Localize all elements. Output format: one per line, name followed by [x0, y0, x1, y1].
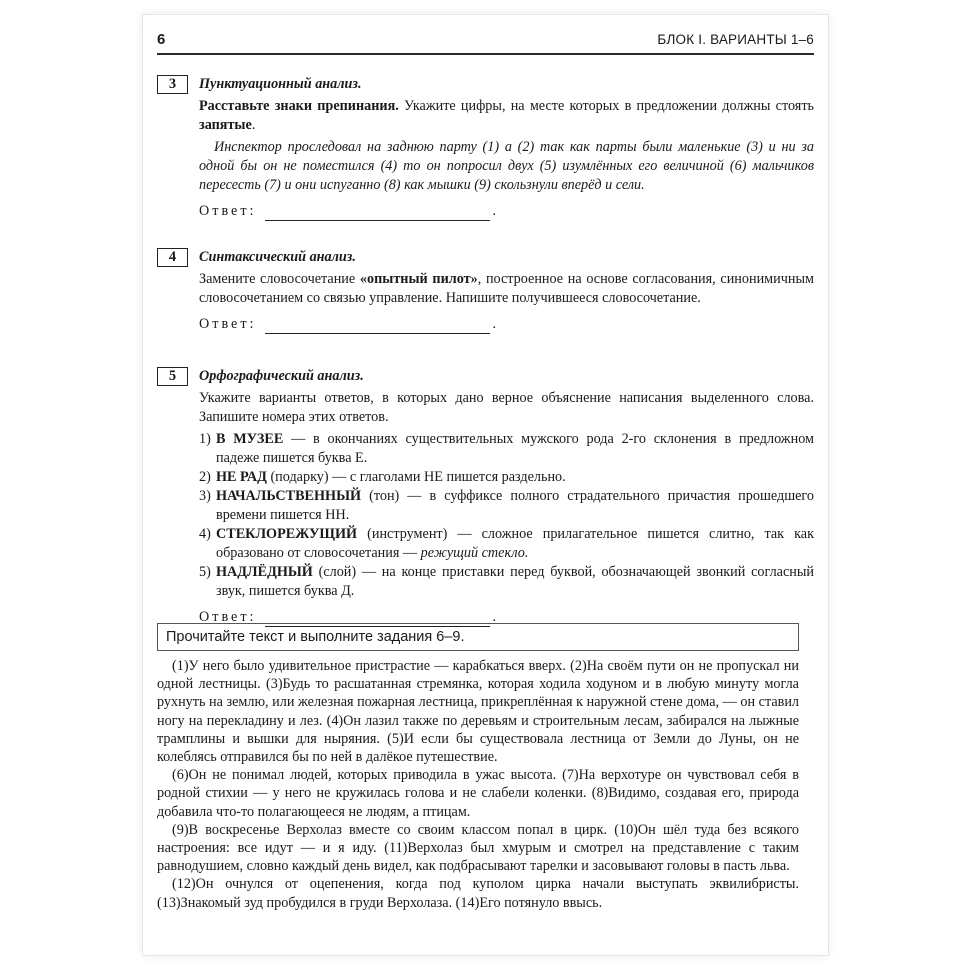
task-3 [157, 75, 814, 221]
reading-paragraph: (12)Он очнулся от оцепенения, когда под куполом цирка начали выступать эквилибристы. (13)Знакомый зуд пробудился в груди Верхолаза. (14)Его потянуло ввысь. [157, 876, 799, 911]
option-item: 4) СТЕКЛОРЕЖУЩИЙ (инструмент) — сложное прилагательное пишется слитно, так как образовано от словосочетания — режущий стекло. [199, 526, 814, 561]
task-heading: Синтаксический анализ. [199, 249, 356, 265]
reading-text [157, 657, 799, 912]
task-number-box: 3 [157, 75, 188, 94]
task-4 [157, 248, 814, 334]
reading-paragraph: (1)У него было удивительное пристрастие — карабкаться вверх. (2)На своём пути он не пропускал ни одной лестницы. (3)Будь то расшатанная стремянка, которая ходила ходуном и в любую минуту могла рухнуть на землю, или железная пожарная лестница, прикреплённая к наружной стене дома, — он ставил ногу на перекладину и лез. (4)Он лазил также по деревьям и строительным лесам, забирался на лыжные трамплины и вышки для ныряния. (5)И если бы существовала лестница от Земли до Луны, он не колеблясь отправился бы по ней в далёкое путешествие. [157, 658, 799, 766]
example-sentence: Инспектор проследовал на заднюю парту (1) а (2) так как парты были маленькие (3) и ни за одной бы он не поместился (4) то он попросил двух (5) изумлённых его величиной (6) мальчиков пересесть (7) и они испуганно (8) как мышки (9) скользнули вперёд и сели. [199, 139, 814, 193]
option-item: 1) В МУЗЕЕ — в окончаниях существительных мужского рода 2-го склонения в предложном падеже пишется буква Е. [199, 431, 815, 466]
answer-label: Ответ: [199, 609, 257, 625]
answer-row: Ответ: . [199, 316, 497, 332]
option-item: 5) НАДЛЁДНЫЙ (слой) — на конце приставки перед буквой, обозначающей звонкий согласный звук, пишется буква Д. [199, 564, 814, 599]
block-title: БЛОК I. ВАРИАНТЫ 1–6 [657, 32, 814, 47]
task-instruction: Укажите варианты ответов, в которых дано верное объяснение написания выделенного слова. Запишите номера этих ответов. [199, 390, 814, 425]
answer-row: Ответ: . [199, 203, 497, 219]
reading-paragraph: (6)Он не понимал людей, которых приводила в ужас высота. (7)На верхотуре он чувствовал себя в родной стихии — у него не кружилась голова и не слабели коленки. (8)Видимо, создавая его, природа добавила что-то полагающееся не людям, а птицам. [157, 767, 799, 820]
option-item: 2) НЕ РАД (подарку) — с глаголами НЕ пишется раздельно. [199, 469, 566, 485]
task-heading: Пунктуационный анализ. [199, 76, 362, 92]
task-number-box: 4 [157, 248, 188, 267]
task-heading: Орфографический анализ. [199, 368, 364, 384]
answer-input-line[interactable] [265, 319, 490, 334]
task-instruction: Замените словосочетание «опытный пилот», построенное на основе согласования, синонимичным словосочетанием со связью управление. Напишите получившееся словосочетание. [199, 271, 814, 306]
answer-label: Ответ: [199, 203, 257, 219]
workbook-page [143, 15, 828, 955]
answer-label: Ответ: [199, 316, 257, 332]
reading-instruction-box: Прочитайте текст и выполните задания 6–9. [157, 623, 799, 651]
answer-row: Ответ: . [199, 609, 497, 625]
page-header [157, 31, 814, 55]
task-instruction: Расставьте знаки препинания. Укажите цифры, на месте которых в предложении должны стоять запятые. [199, 98, 814, 133]
option-item: 3) НАЧАЛЬСТВЕННЫЙ (тон) — в суффиксе полного страдательного причастия прошедшего времени пишется НН. [199, 488, 814, 523]
page-number: 6 [157, 31, 166, 48]
reading-paragraph: (9)В воскресенье Верхолаз вместе со своим классом попал в цирк. (10)Он шёл туда без всякого настроения: все идут — и я иду. (11)Верхолаз был хмурым и смотрел на представление с таким равнодушием, словно каждый день видел, как подбрасывают тарелки и засовывают головы в пасть льва. [157, 821, 799, 875]
task-number-box: 5 [157, 367, 188, 386]
answer-options [199, 430, 814, 601]
task-5 [157, 367, 814, 627]
answer-input-line[interactable] [265, 206, 490, 221]
